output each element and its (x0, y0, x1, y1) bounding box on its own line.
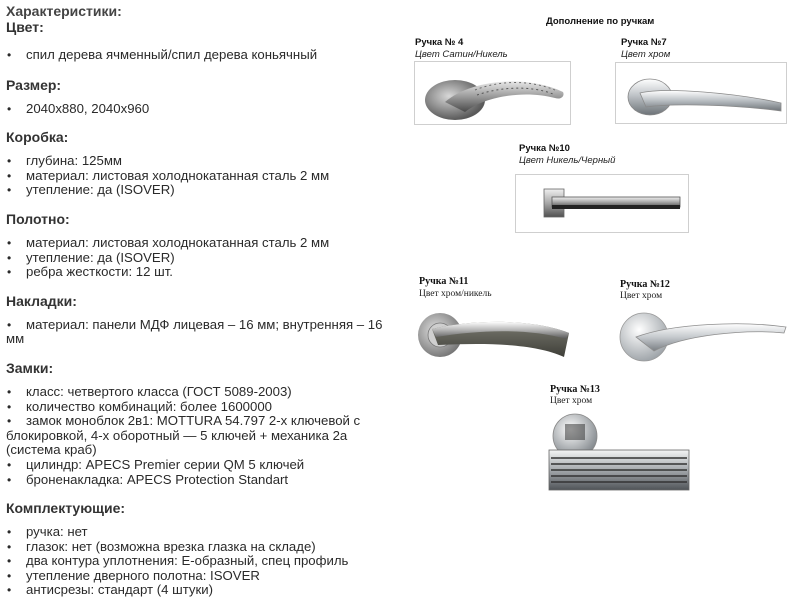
handles-title: Дополнение по ручкам (546, 16, 655, 27)
list-item: • материал: листовая холоднокатанная сталь 2 мм (6, 169, 401, 184)
section-title: Размер: (6, 76, 62, 93)
list-item: • утепление: да (ISOVER) (6, 183, 401, 198)
handle-11-icon (414, 305, 576, 367)
handle-7-icon (616, 63, 786, 123)
handle-4-icon (415, 62, 570, 124)
section-size (6, 77, 401, 117)
list-item: • материал: листовая холоднокатанная сталь 2 мм (6, 236, 401, 251)
section-list (6, 236, 401, 280)
section-list (6, 318, 401, 347)
section-panels (6, 293, 401, 347)
list-item: • замок моноблок 2в1: MOTTURA 54.797 2-х ключевой с блокировкой, 4-х оборотный — 5 ключей + механика 2а (система краб) (6, 414, 401, 458)
list-item: • ребра жесткости: 12 шт. (6, 265, 401, 280)
list-item: • спил дерева ячменный/спил дерева коньячный (6, 48, 401, 63)
section-components (6, 500, 401, 598)
handle-13-icon (545, 412, 695, 498)
list-item: • броненакладка: APECS Protection Standart (6, 473, 401, 488)
list-item: • материал: панели МДФ лицевая – 16 мм; внутренняя – 16 мм (6, 318, 401, 347)
handle-name: Ручка №10 (519, 143, 570, 154)
handle-name: Ручка №12 (620, 279, 670, 290)
handle-13-image (545, 412, 695, 498)
list-item: • класс: четвертого класса (ГОСТ 5089-2003) (6, 385, 401, 400)
list-item: • антисрезы: стандарт (4 штуки) (6, 583, 401, 598)
list-item: • утепление: да (ISOVER) (6, 251, 401, 266)
handle-name: Ручка №11 (419, 276, 469, 287)
handle-11-image (414, 305, 576, 367)
section-title: Полотно: (6, 210, 70, 227)
section-title: Замки: (6, 359, 54, 376)
handle-color: Цвет Сатин/Никель (415, 49, 508, 60)
section-title: Коробка: (6, 129, 69, 146)
section-list (6, 385, 401, 487)
handle-color: Цвет хром (620, 291, 663, 301)
section-list (6, 48, 401, 63)
handle-10-icon (516, 175, 688, 232)
handle-12-icon (614, 305, 790, 365)
section-list (6, 525, 401, 598)
section-door-leaf (6, 211, 401, 280)
section-title: Комплектующие: (6, 500, 126, 517)
list-item: • 2040х880, 2040х960 (6, 102, 401, 117)
handle-name: Ручка №7 (621, 37, 667, 48)
section-locks (6, 360, 401, 487)
section-list (6, 102, 401, 117)
handle-color: Цвет Никель/Черный (519, 155, 616, 166)
specs-title: Характеристики: (6, 3, 122, 19)
list-item: • глубина: 125мм (6, 154, 401, 169)
list-item: • ручка: нет (6, 525, 401, 540)
handle-color: Цвет хром (621, 49, 671, 60)
handles-panel (400, 0, 800, 601)
section-list (6, 154, 401, 198)
section-title: Накладки: (6, 292, 77, 309)
handle-color: Цвет хром (550, 396, 593, 406)
handle-name: Ручка № 4 (415, 37, 464, 48)
handle-name: Ручка №13 (550, 384, 600, 395)
handle-4-image (414, 61, 571, 125)
list-item: • утепление дверного полотна: ISOVER (6, 569, 401, 584)
handle-10-image (515, 174, 689, 233)
section-title: Цвет: (6, 19, 44, 35)
handle-color: Цвет хром/никель (419, 289, 492, 299)
list-item: • глазок: нет (возможна врезка глазка на складе) (6, 540, 401, 555)
specifications-panel (6, 4, 401, 598)
list-item: • цилиндр: APECS Premier серии QM 5 ключей (6, 458, 401, 473)
section-color (6, 19, 401, 63)
list-item: • два контура уплотнения: Е-образный, спец профиль (6, 554, 401, 569)
list-item: • количество комбинаций: более 1600000 (6, 400, 401, 415)
handle-7-image (615, 62, 787, 124)
handle-12-image (614, 305, 790, 365)
section-frame (6, 129, 401, 198)
